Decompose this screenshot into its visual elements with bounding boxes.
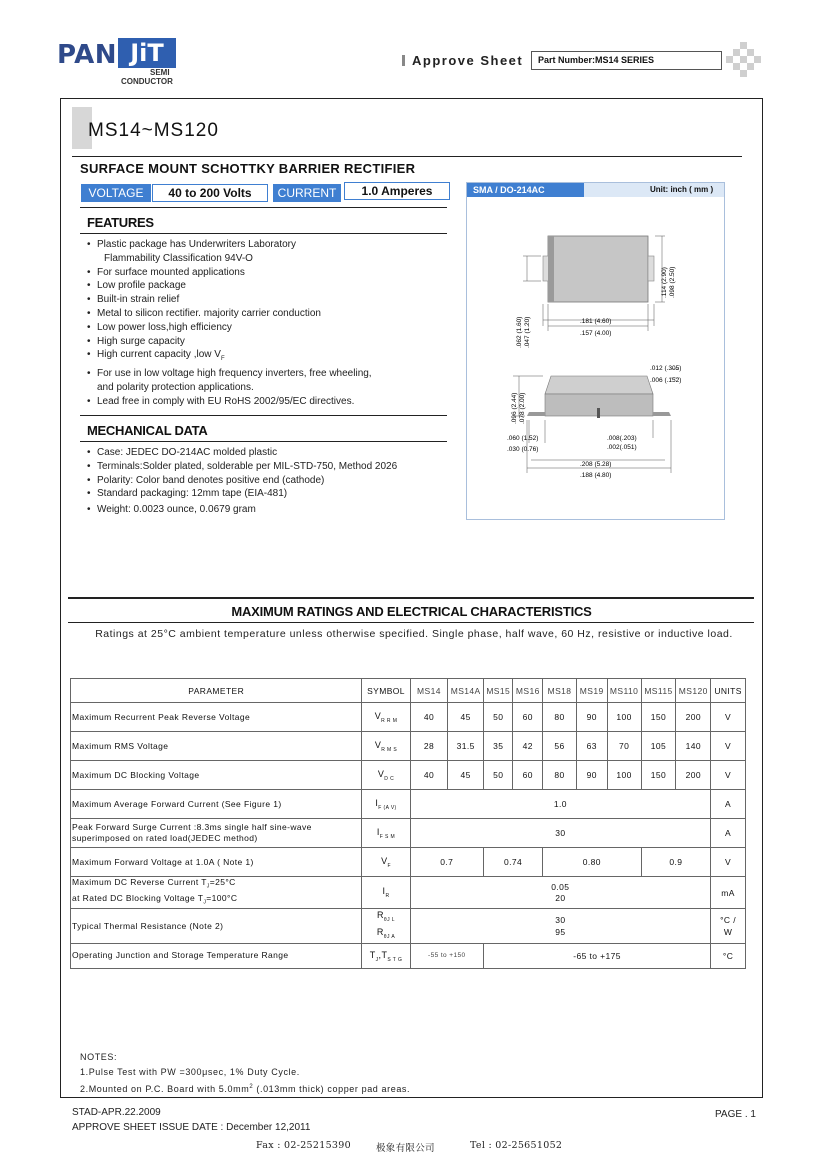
- footer-page: PAGE . 1: [715, 1109, 756, 1120]
- value-cell: 0.9: [641, 848, 711, 877]
- note-1: 1.Pulse Test with PW =300μsec, 1% Duty Cycle.: [80, 1067, 300, 1077]
- mechanical-list: [87, 446, 457, 517]
- dim-d16: .188 (4.80): [580, 472, 612, 479]
- list-item: • Plastic package has Underwriters Laboratory: [87, 238, 457, 252]
- symbol-cell: $R_{\theta J L}$ $R_{\theta J A}$: [362, 909, 410, 944]
- list-item: • High surge capacity: [87, 335, 457, 349]
- footer-company: 极象有限公司: [376, 1143, 435, 1154]
- value-cell: 50: [484, 703, 513, 732]
- table-row: [71, 909, 746, 944]
- value-cell: 80: [543, 703, 577, 732]
- mechanical-divider-top: [80, 415, 447, 416]
- unit-cell: mA: [711, 877, 746, 909]
- list-item: • Standard packaging: 12mm tape (EIA-481): [87, 487, 457, 501]
- dim-d2: .098 (2.50): [669, 266, 676, 298]
- value-cell: 150: [641, 703, 676, 732]
- param-cell: Maximum DC Blocking Voltage: [71, 761, 362, 790]
- unit-cell: A: [711, 819, 746, 848]
- header-cell: MS110: [607, 679, 641, 703]
- value-cell: 40: [410, 761, 448, 790]
- symbol-cell: $V_F$: [362, 848, 410, 877]
- dim-d7: .012 (.305): [650, 365, 682, 372]
- header-cell: MS14A: [448, 679, 484, 703]
- dim-d4: .047 (1.20): [524, 316, 531, 348]
- part-number-box: Part Number:MS14 SERIES: [531, 51, 722, 70]
- symbol-cell: $I_R$: [362, 877, 410, 909]
- notes-heading: NOTES:: [80, 1052, 118, 1062]
- voltage-value: 40 to 200 Volts: [152, 184, 268, 202]
- dim-d8: .006 (.152): [650, 377, 682, 384]
- value-cell: 0.80: [543, 848, 641, 877]
- value-cell: 35: [484, 732, 513, 761]
- table-row: [71, 703, 746, 732]
- value-cell: 100: [607, 761, 641, 790]
- header-cell: PARAMETER: [71, 679, 362, 703]
- list-item: Flammability Classification 94V-O: [104, 252, 253, 264]
- header-cell: MS120: [676, 679, 711, 703]
- list-item: • Low power loss,high efficiency: [87, 321, 457, 335]
- value-cell: 30 95: [410, 909, 711, 944]
- list-item: • Low profile package: [87, 279, 457, 293]
- note-2: 2.Mounted on P.C. Board with $5.0mm^2$ (.013mm thick) copper pad areas.: [80, 1084, 411, 1094]
- value-cell: 70: [607, 732, 641, 761]
- value-cell: 45: [448, 761, 484, 790]
- dim-d14: .002(.051): [607, 444, 637, 451]
- vf-subscript: F: [220, 356, 225, 363]
- list-item: [87, 348, 457, 367]
- value-cell: 0.05 20: [410, 877, 711, 909]
- param-cell: Operating Junction and Storage Temperature Range: [71, 943, 362, 968]
- header-cell: SYMBOL: [362, 679, 410, 703]
- footer-fax: Fax : 02-25215390: [256, 1140, 351, 1151]
- package-outline-drawing: [467, 198, 724, 519]
- list-item: • Polarity: Color band denotes positive end (cathode): [87, 474, 457, 488]
- value-cell: 105: [641, 732, 676, 761]
- logo-semi: SEMI: [150, 68, 170, 77]
- value-cell: 42: [513, 732, 543, 761]
- list-item: • For use in low voltage high frequency inverters, free wheeling,: [87, 367, 457, 381]
- unit-cell: °C / W: [711, 909, 746, 944]
- param-cell: Maximum Average Forward Current (See Figure 1): [71, 790, 362, 819]
- param-cell: Maximum DC Reverse Current $T_J=25^\circ C$ at Rated DC Blocking Voltage $T_J=100^\circ C$: [71, 877, 362, 909]
- value-cell: 56: [543, 732, 577, 761]
- footer-stad: STAD-APR.22.2009: [72, 1107, 161, 1118]
- symbol-cell: $I_{F S M}$: [362, 819, 410, 848]
- value-cell: 140: [676, 732, 711, 761]
- current-tag: CURRENT: [273, 184, 341, 202]
- header-cell: UNITS: [711, 679, 746, 703]
- page-title: MS14~MS120: [88, 120, 219, 141]
- value-cell: -55 to +150: [410, 943, 483, 968]
- list-item: • For surface mounted applications: [87, 266, 457, 280]
- package-label: SMA / DO-214AC: [467, 183, 584, 197]
- subtitle: SURFACE MOUNT SCHOTTKY BARRIER RECTIFIER: [80, 161, 416, 176]
- mechanical-heading: MECHANICAL DATA: [87, 423, 208, 438]
- value-cell: 90: [576, 703, 607, 732]
- dim-d5: .181 (4.60): [580, 318, 612, 325]
- mechanical-divider-bottom: [80, 441, 447, 442]
- value-cell: 30: [410, 819, 711, 848]
- list-item: and polarity protection applications.: [97, 381, 254, 393]
- ratings-divider-bottom: [68, 622, 754, 623]
- footer-issue-date: APPROVE SHEET ISSUE DATE : December 12,2011: [72, 1122, 311, 1133]
- value-cell: 31.5: [448, 732, 484, 761]
- param-cell: Maximum Forward Voltage at 1.0A ( Note 1): [71, 848, 362, 877]
- table-row: [71, 848, 746, 877]
- value-cell: 90: [576, 761, 607, 790]
- symbol-cell: $V_{R M S}$: [362, 732, 410, 761]
- logo-pan: PAN: [57, 40, 118, 70]
- dim-d10: .078 (2.00): [519, 392, 526, 424]
- list-item: • Case: JEDEC DO-214AC molded plastic: [87, 446, 457, 460]
- value-cell: 100: [607, 703, 641, 732]
- value-cell: 60: [513, 703, 543, 732]
- unit-cell: °C: [711, 943, 746, 968]
- value-cell: 50: [484, 761, 513, 790]
- list-item-text: High current capacity ,low V: [97, 349, 221, 361]
- unit-cell: V: [711, 761, 746, 790]
- value-cell: 40: [410, 703, 448, 732]
- dim-d11: .060 (1.52): [507, 435, 539, 442]
- value-cell: 200: [676, 761, 711, 790]
- ratings-note: Ratings at 25°C ambient temperature unless otherwise specified. Single phase, half wave, 60 Hz, resistive or inductive load.: [95, 628, 733, 640]
- dim-d15: .208 (5.28): [580, 461, 612, 468]
- symbol-cell: $T_J,T_{S T G}$: [362, 943, 410, 968]
- ratings-divider-top: [68, 597, 754, 599]
- list-item: • Built-in strain relief: [87, 293, 457, 307]
- notes-section: [80, 1050, 410, 1097]
- unit-cell: V: [711, 848, 746, 877]
- unit-cell: V: [711, 732, 746, 761]
- param-cell: Maximum RMS Voltage: [71, 732, 362, 761]
- value-cell: 1.0: [410, 790, 711, 819]
- table-row: [71, 877, 746, 909]
- param-cell: Typical Thermal Resistance (Note 2): [71, 909, 362, 944]
- approve-sheet-label: Approve Sheet: [402, 53, 523, 68]
- unit-cell: A: [711, 790, 746, 819]
- table-row: [71, 943, 746, 968]
- table-row: [71, 819, 746, 848]
- value-cell: 200: [676, 703, 711, 732]
- features-heading: FEATURES: [87, 215, 154, 230]
- header-cell: MS15: [484, 679, 513, 703]
- value-cell: -65 to +175: [484, 943, 711, 968]
- dim-d3: .062 (1.60): [516, 316, 523, 348]
- dim-d6: .157 (4.00): [580, 330, 612, 337]
- dim-d12: .030 (0.76): [507, 446, 539, 453]
- header-cell: MS19: [576, 679, 607, 703]
- param-cell: Peak Forward Surge Current :8.3ms single half sine-wave superimposed on rated load(JEDEC method): [71, 819, 362, 848]
- value-cell: 0.74: [484, 848, 543, 877]
- symbol-cell: $V_{D C}$: [362, 761, 410, 790]
- value-cell: 28: [410, 732, 448, 761]
- header-cell: MS18: [543, 679, 577, 703]
- symbol-cell: $V_{R R M}$: [362, 703, 410, 732]
- voltage-tag: VOLTAGE: [81, 184, 151, 202]
- value-cell: 60: [513, 761, 543, 790]
- value-cell: 150: [641, 761, 676, 790]
- symbol-cell: $I_{F (A V)}$: [362, 790, 410, 819]
- header-cell: MS16: [513, 679, 543, 703]
- footer-tel: Tel : 02-25651052: [470, 1140, 563, 1151]
- table-header-row: [71, 679, 746, 703]
- dim-d9: .096 (2.44): [511, 392, 518, 424]
- package-unit: Unit: inch ( mm ): [650, 185, 714, 194]
- value-cell: 63: [576, 732, 607, 761]
- dim-d13: .008(.203): [607, 435, 637, 442]
- value-cell: 80: [543, 761, 577, 790]
- features-divider-top: [80, 207, 447, 208]
- list-item: • Lead free in comply with EU RoHS 2002/95/EC directives.: [87, 395, 457, 409]
- current-value: 1.0 Amperes: [344, 182, 450, 200]
- logo-jit: JiT: [118, 38, 176, 68]
- header-cell: MS115: [641, 679, 676, 703]
- param-cell: Maximum Recurrent Peak Reverse Voltage: [71, 703, 362, 732]
- decorative-squares-icon: [726, 42, 762, 78]
- ratings-table: [70, 678, 746, 969]
- list-item: • Weight: 0.0023 ounce, 0.0679 gram: [87, 503, 457, 517]
- value-cell: 0.7: [410, 848, 483, 877]
- features-list: [87, 238, 457, 409]
- table-row: [71, 761, 746, 790]
- ratings-title: MAXIMUM RATINGS AND ELECTRICAL CHARACTERISTICS: [231, 604, 592, 619]
- table-row: [71, 732, 746, 761]
- table-row: [71, 790, 746, 819]
- logo-conductor: CONDUCTOR: [121, 77, 173, 86]
- value-cell: 45: [448, 703, 484, 732]
- list-item: • Metal to silicon rectifier. majority carrier conduction: [87, 307, 457, 321]
- unit-cell: V: [711, 703, 746, 732]
- header-cell: MS14: [410, 679, 448, 703]
- dim-d1: .114 (2.90): [661, 267, 668, 298]
- features-divider-bottom: [80, 233, 447, 234]
- list-item: • Terminals:Solder plated, solderable per MIL-STD-750, Method 2026: [87, 460, 457, 474]
- title-divider: [72, 156, 742, 157]
